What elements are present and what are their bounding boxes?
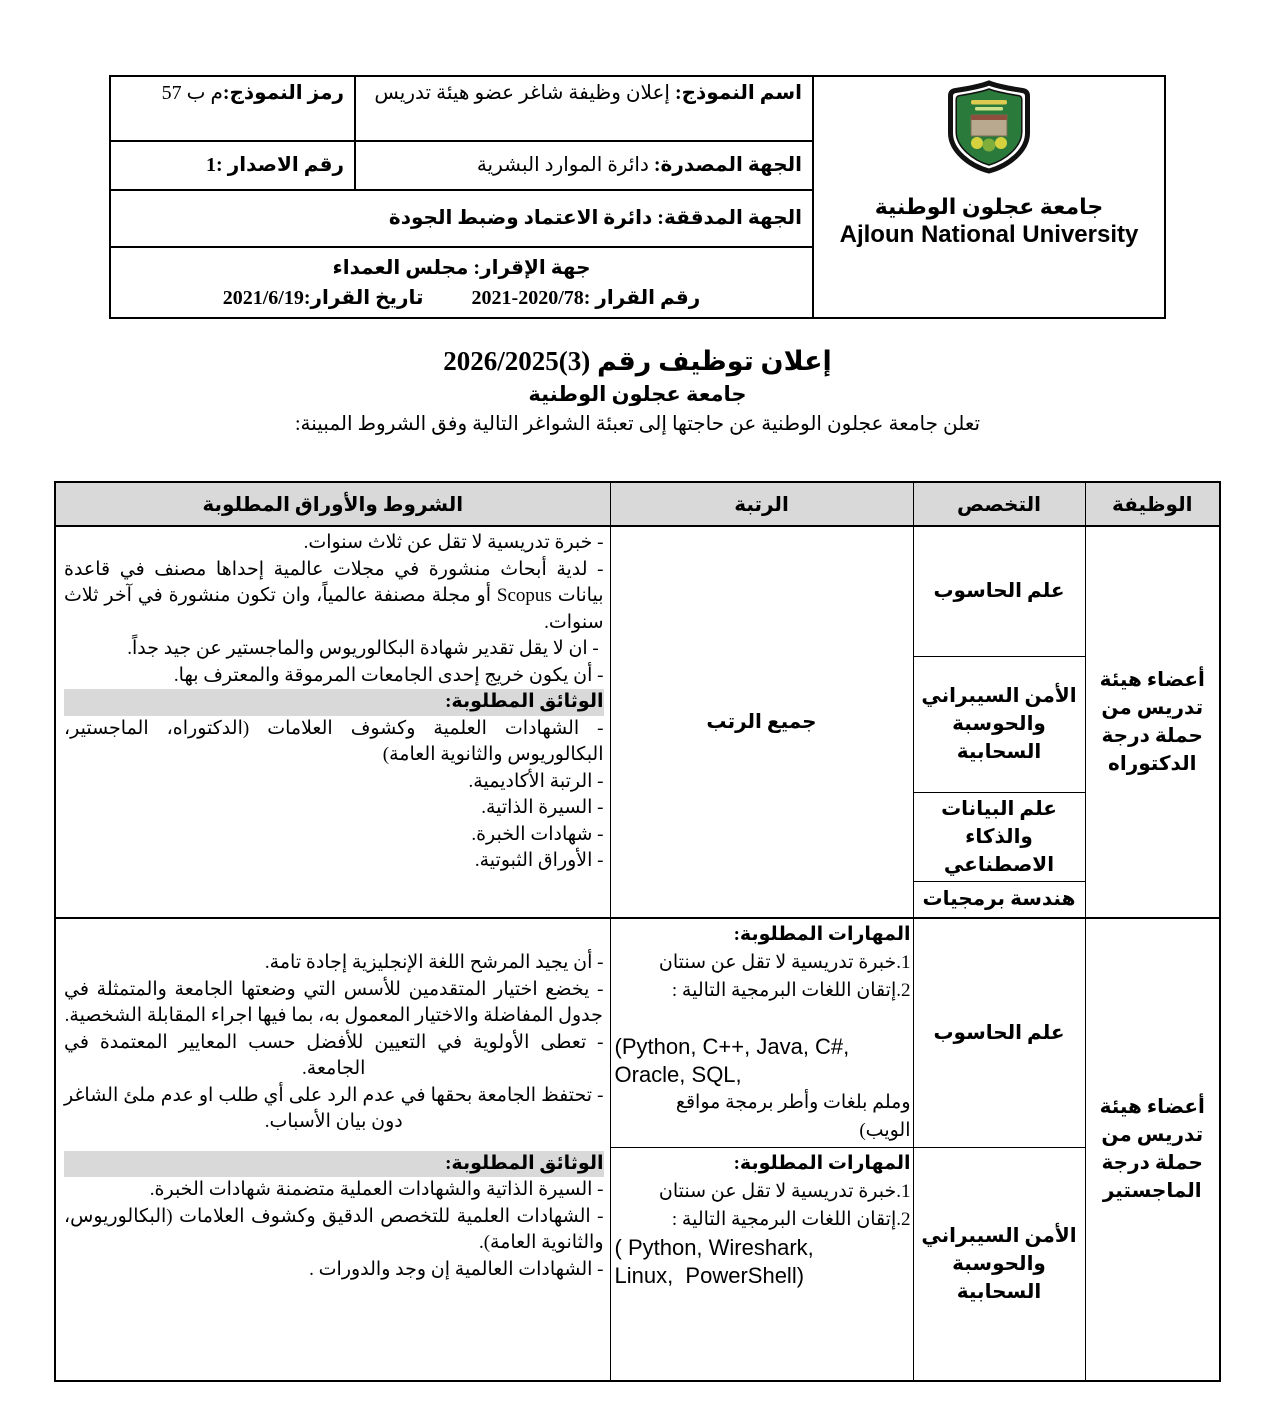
text-line: - يخضع اختيار المتقدمين للأسس التي وضعتها الجامعة والمتمثلة في جدول المفاضلة والاختيار المعمول به، بما فيها اجراء المقابلة الشخصية.	[64, 978, 604, 1026]
form-name-cell	[355, 76, 813, 141]
text-line: - تعطى الأولوية في التعيين للأفضل حسب المعايير المعتمدة في الجامعة.	[64, 1031, 604, 1079]
issuing-department-label: الجهة المصدرة:	[653, 154, 802, 176]
section-heading: الوثائق المطلوبة:	[64, 689, 604, 716]
text-line: 2.إتقان اللغات البرمجية التالية :	[671, 1209, 911, 1230]
text-line: وملم بلغات وأطر برمجة مواقع	[675, 1092, 911, 1113]
form-info-table	[109, 75, 1166, 319]
shield-icon	[947, 80, 1031, 174]
decision-date-value: 2021/6/19	[222, 286, 304, 309]
text-line: (Python, C++, Java, C#,	[614, 1034, 850, 1059]
issue-number-value: 1	[206, 154, 217, 176]
university-logo	[947, 80, 1031, 172]
text-line: - ان لا يقل تقدير شهادة البكالوريوس والماجستير عن جيد جداً.	[127, 638, 604, 659]
title-block	[55, 343, 1220, 439]
university-logo-cell	[813, 76, 1165, 318]
text-line: الويب)	[859, 1120, 911, 1141]
band2-skills-2	[610, 1148, 913, 1381]
band1-row-1	[55, 526, 1220, 656]
form-row-1	[110, 76, 1165, 141]
header-position: الوظيفة	[1085, 482, 1220, 526]
decision-number-value: 2021-2020/78	[471, 286, 584, 309]
text-line: - الرتبة الأكاديمية.	[468, 770, 604, 792]
document-page	[0, 75, 1275, 1406]
logo-tree	[971, 137, 983, 149]
band2-specialization-2: الأمن السيبراني والحوسبة السحابية	[913, 1148, 1085, 1381]
band1-specialization-4: هندسة برمجيات	[913, 881, 1085, 918]
logo-tree	[983, 139, 996, 152]
blank-line	[615, 1005, 911, 1033]
text-line: - الشهادات العالمية إن وجد والدورات .	[309, 1258, 604, 1280]
text-line: - أن يكون خريج إحدى الجامعات المرموقة والمعترف بها.	[173, 664, 604, 686]
header-specialization: التخصص	[913, 482, 1085, 526]
form-code-label: رمز النموذج:	[222, 82, 344, 104]
band1-specialization-2: الأمن السيبراني والحوسبة السحابية	[913, 656, 1085, 792]
issue-number-cell	[110, 141, 355, 190]
text-line: - السيرة الذاتية والشهادات العملية متضمنة شهادات الخبرة.	[149, 1179, 604, 1200]
logo-tree	[995, 137, 1007, 149]
band2-specialization-1: علم الحاسوب	[913, 918, 1085, 1148]
text-line: - الشهادات العلمية للتخصص الدقيق وكشوف العلامات (البكالوريوس، والثانوية العامة).	[64, 1205, 604, 1253]
issuing-department-value: دائرة الموارد البشرية	[476, 154, 654, 176]
auditing-department-value: دائرة الاعتماد وضبط الجودة	[388, 207, 658, 229]
text-line: 2.إتقان اللغات البرمجية التالية :	[671, 980, 911, 1001]
announcement-intro: تعلن جامعة عجلون الوطنية عن حاجتها إلى تعبئة الشواغر التالية وفق الشروط المبينة:	[294, 413, 981, 435]
text-line: - أن يجيد المرشح اللغة الإنجليزية إجادة تامة.	[264, 952, 604, 973]
issue-number-label: رقم الاصدار :	[216, 154, 344, 176]
text-line: المهارات المطلوبة:	[733, 924, 911, 945]
header-requirements: الشروط والأوراق المطلوبة	[55, 482, 610, 526]
text-line: Oracle, SQL,	[614, 1062, 742, 1087]
form-name-label: اسم النموذج:	[674, 82, 802, 104]
form-code-cell	[110, 76, 355, 141]
section-heading: الوثائق المطلوبة:	[64, 1151, 604, 1178]
text-line: - الشهادات العلمية وكشوف العلامات (الدكتوراه، الماجستير، البكالوريوس والثانوية العامة)	[64, 717, 604, 765]
text-line: - الأوراق الثبوتية.	[474, 850, 604, 871]
band2-position: أعضاء هيئة تدريس من حملة درجة الماجستير	[1085, 918, 1220, 1381]
text-line: - لدية أبحاث منشورة في مجلات عالمية إحداها مصنف في قاعدة بيانات Scopus أو مجلة مصنفة عالمياً، وان تكون منشورة في آخر ثلاث سنوات.	[64, 558, 604, 633]
text-line: - السيرة الذاتية.	[481, 797, 604, 818]
text-line: 1.خبرة تدريسية لا تقل عن سنتان	[658, 1181, 911, 1202]
announcement-title: إعلان توظيف رقم (3)2026/2025	[443, 346, 832, 376]
text-line: Linux, PowerShell)	[614, 1263, 805, 1288]
band1-requirements	[55, 526, 610, 918]
approval-authority: جهة الإقرار: مجلس العمداء	[332, 256, 591, 279]
band2-skills-1	[610, 918, 913, 1148]
university-name-english: Ajloun National University	[839, 221, 1139, 248]
vacancy-header-row	[55, 482, 1220, 526]
auditing-department-cell	[110, 190, 813, 247]
text-line: - شهادات الخبرة.	[471, 823, 604, 845]
band1-specialization-1: علم الحاسوب	[913, 526, 1085, 656]
band2-row-1	[55, 918, 1220, 1148]
auditing-department-label: الجهة المدققة:	[657, 207, 802, 229]
vacancy-table	[54, 481, 1221, 1382]
form-name-value: إعلان وظيفة شاغر عضو هيئة تدريس	[374, 82, 675, 104]
text-line: - تحتفظ الجامعة بحقها في عدم الرد على أي طلب او عدم ملئ الشاغر دون بيان الأسباب.	[64, 1084, 604, 1132]
text-line: ( Python, Wireshark,	[614, 1235, 814, 1260]
text-line: 1.خبرة تدريسية لا تقل عن سنتان	[658, 952, 911, 973]
university-name-arabic: جامعة عجلون الوطنية	[874, 194, 1104, 219]
band1-rank: جميع الرتب	[610, 526, 913, 918]
announcement-subtitle: جامعة عجلون الوطنية	[528, 382, 747, 406]
approval-cell	[110, 247, 813, 318]
issuing-department-cell	[355, 141, 813, 190]
band1-specialization-3: علم البيانات والذكاء الاصطناعي	[913, 792, 1085, 881]
logo-english-text-band	[975, 107, 1003, 111]
band2-requirements	[55, 918, 610, 1381]
decision-number-label: رقم القرار :	[583, 286, 701, 309]
text-line: المهارات المطلوبة:	[733, 1153, 911, 1174]
form-code-value: م ب 57	[161, 82, 223, 104]
header-rank: الرتبة	[610, 482, 913, 526]
band1-position: أعضاء هيئة تدريس من حملة درجة الدكتوراه	[1085, 526, 1220, 918]
text-line: - خبرة تدريسية لا تقل عن ثلاث سنوات.	[303, 532, 604, 553]
logo-arabic-text-band	[971, 100, 1007, 105]
decision-date-label: تاريخ القرار:	[303, 286, 424, 309]
logo-building-roof	[971, 115, 1007, 120]
decision-line	[121, 283, 802, 313]
